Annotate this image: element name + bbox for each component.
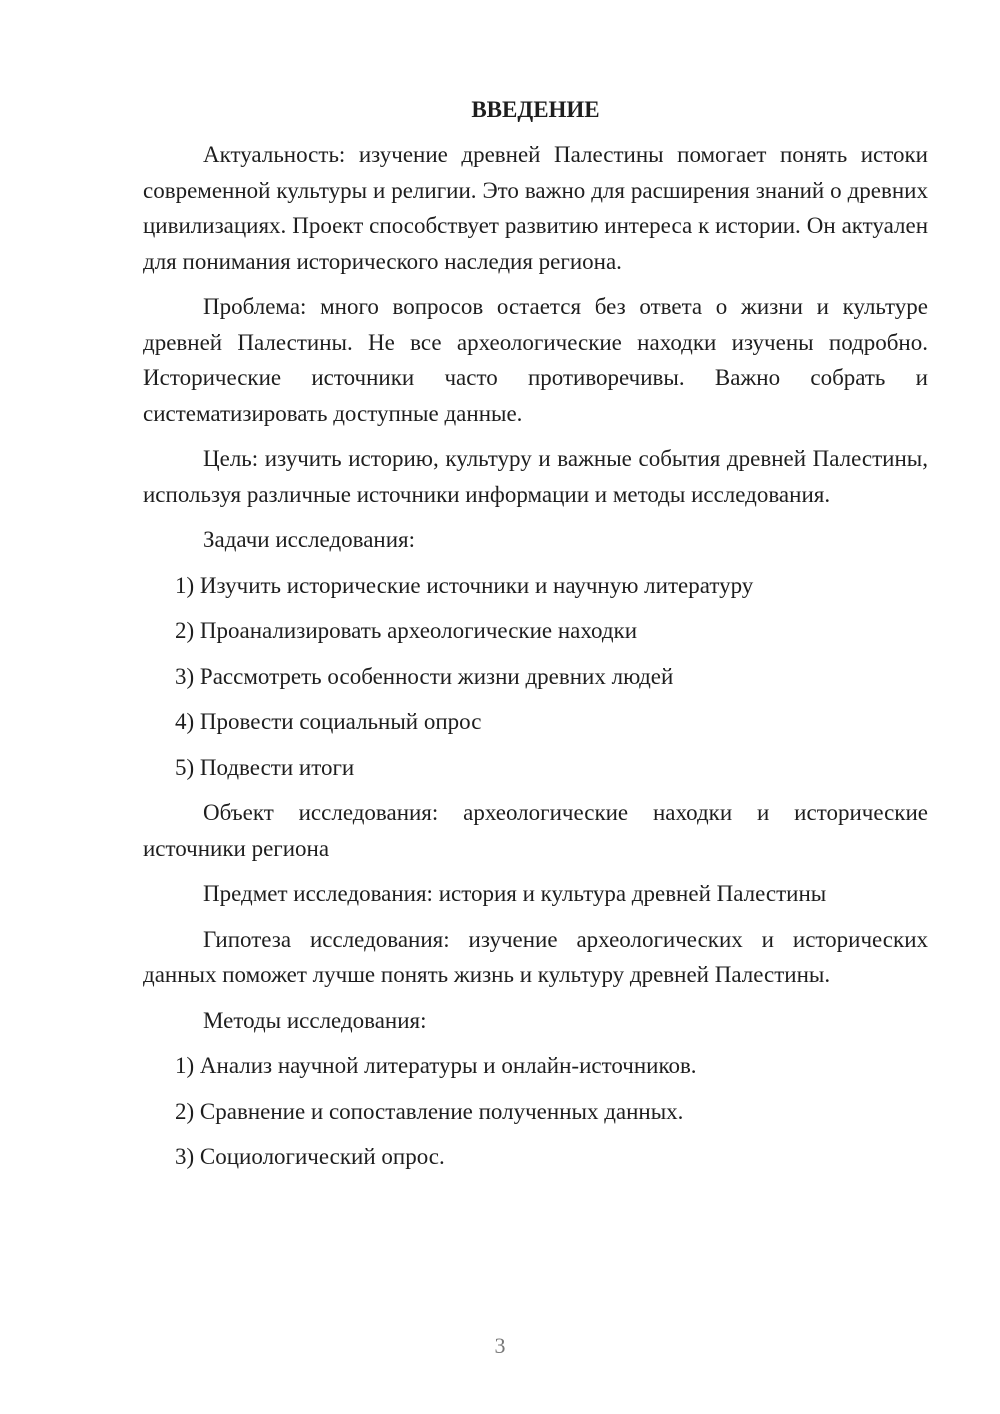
tasks-list — [143, 568, 928, 786]
object-paragraph: Объект исследования: археологические находки и исторические источники региона — [143, 800, 928, 861]
list-item: 3) Социологический опрос. — [175, 1144, 445, 1169]
page-number: 3 — [494, 1333, 506, 1358]
list-item: 2) Сравнение и сопоставление полученных данных. — [175, 1098, 684, 1124]
list-item: 4) Провести социальный опрос — [175, 709, 482, 734]
tasks-heading: Задачи исследования: — [203, 527, 416, 552]
page-title: ВВЕДЕНИЕ — [471, 97, 600, 122]
methods-heading: Методы исследования: — [203, 1007, 427, 1033]
problem-paragraph: Проблема: много вопросов остается без ответа о жизни и культуре древней Палестины. Не все археологические находки изучены подробно. Исторические источники часто противоречивы. Важно собрать и систематизировать доступные данные. — [143, 294, 928, 426]
relevance-paragraph: Актуальность: изучение древней Палестины помогает понять истоки современной культуры и религии. Это важно для расширения знаний о древних цивилизациях. Проект способствует развитию интереса к истории. Он актуален для понимания исторического наследия региона. — [143, 142, 928, 274]
list-item: 2) Проанализировать археологические находки — [175, 618, 638, 643]
hypothesis-paragraph: Гипотеза исследования: изучение археологических и исторических данных поможет лучше понять жизнь и культуру древней Палестины. — [143, 926, 928, 987]
document-body — [143, 92, 928, 1185]
methods-list — [143, 1048, 928, 1175]
list-item: 3) Рассмотреть особенности жизни древних людей — [175, 663, 674, 689]
subject-paragraph: Предмет исследования: история и культура древней Палестины — [203, 881, 827, 906]
list-item: 5) Подвести итоги — [175, 754, 355, 780]
list-item: 1) Анализ научной литературы и онлайн-источников. — [175, 1053, 697, 1078]
list-item: 1) Изучить исторические источники и научную литературу — [175, 572, 754, 598]
goal-paragraph: Цель: изучить историю, культуру и важные события древней Палестины, используя различные источники информации и методы исследования. — [143, 446, 928, 507]
